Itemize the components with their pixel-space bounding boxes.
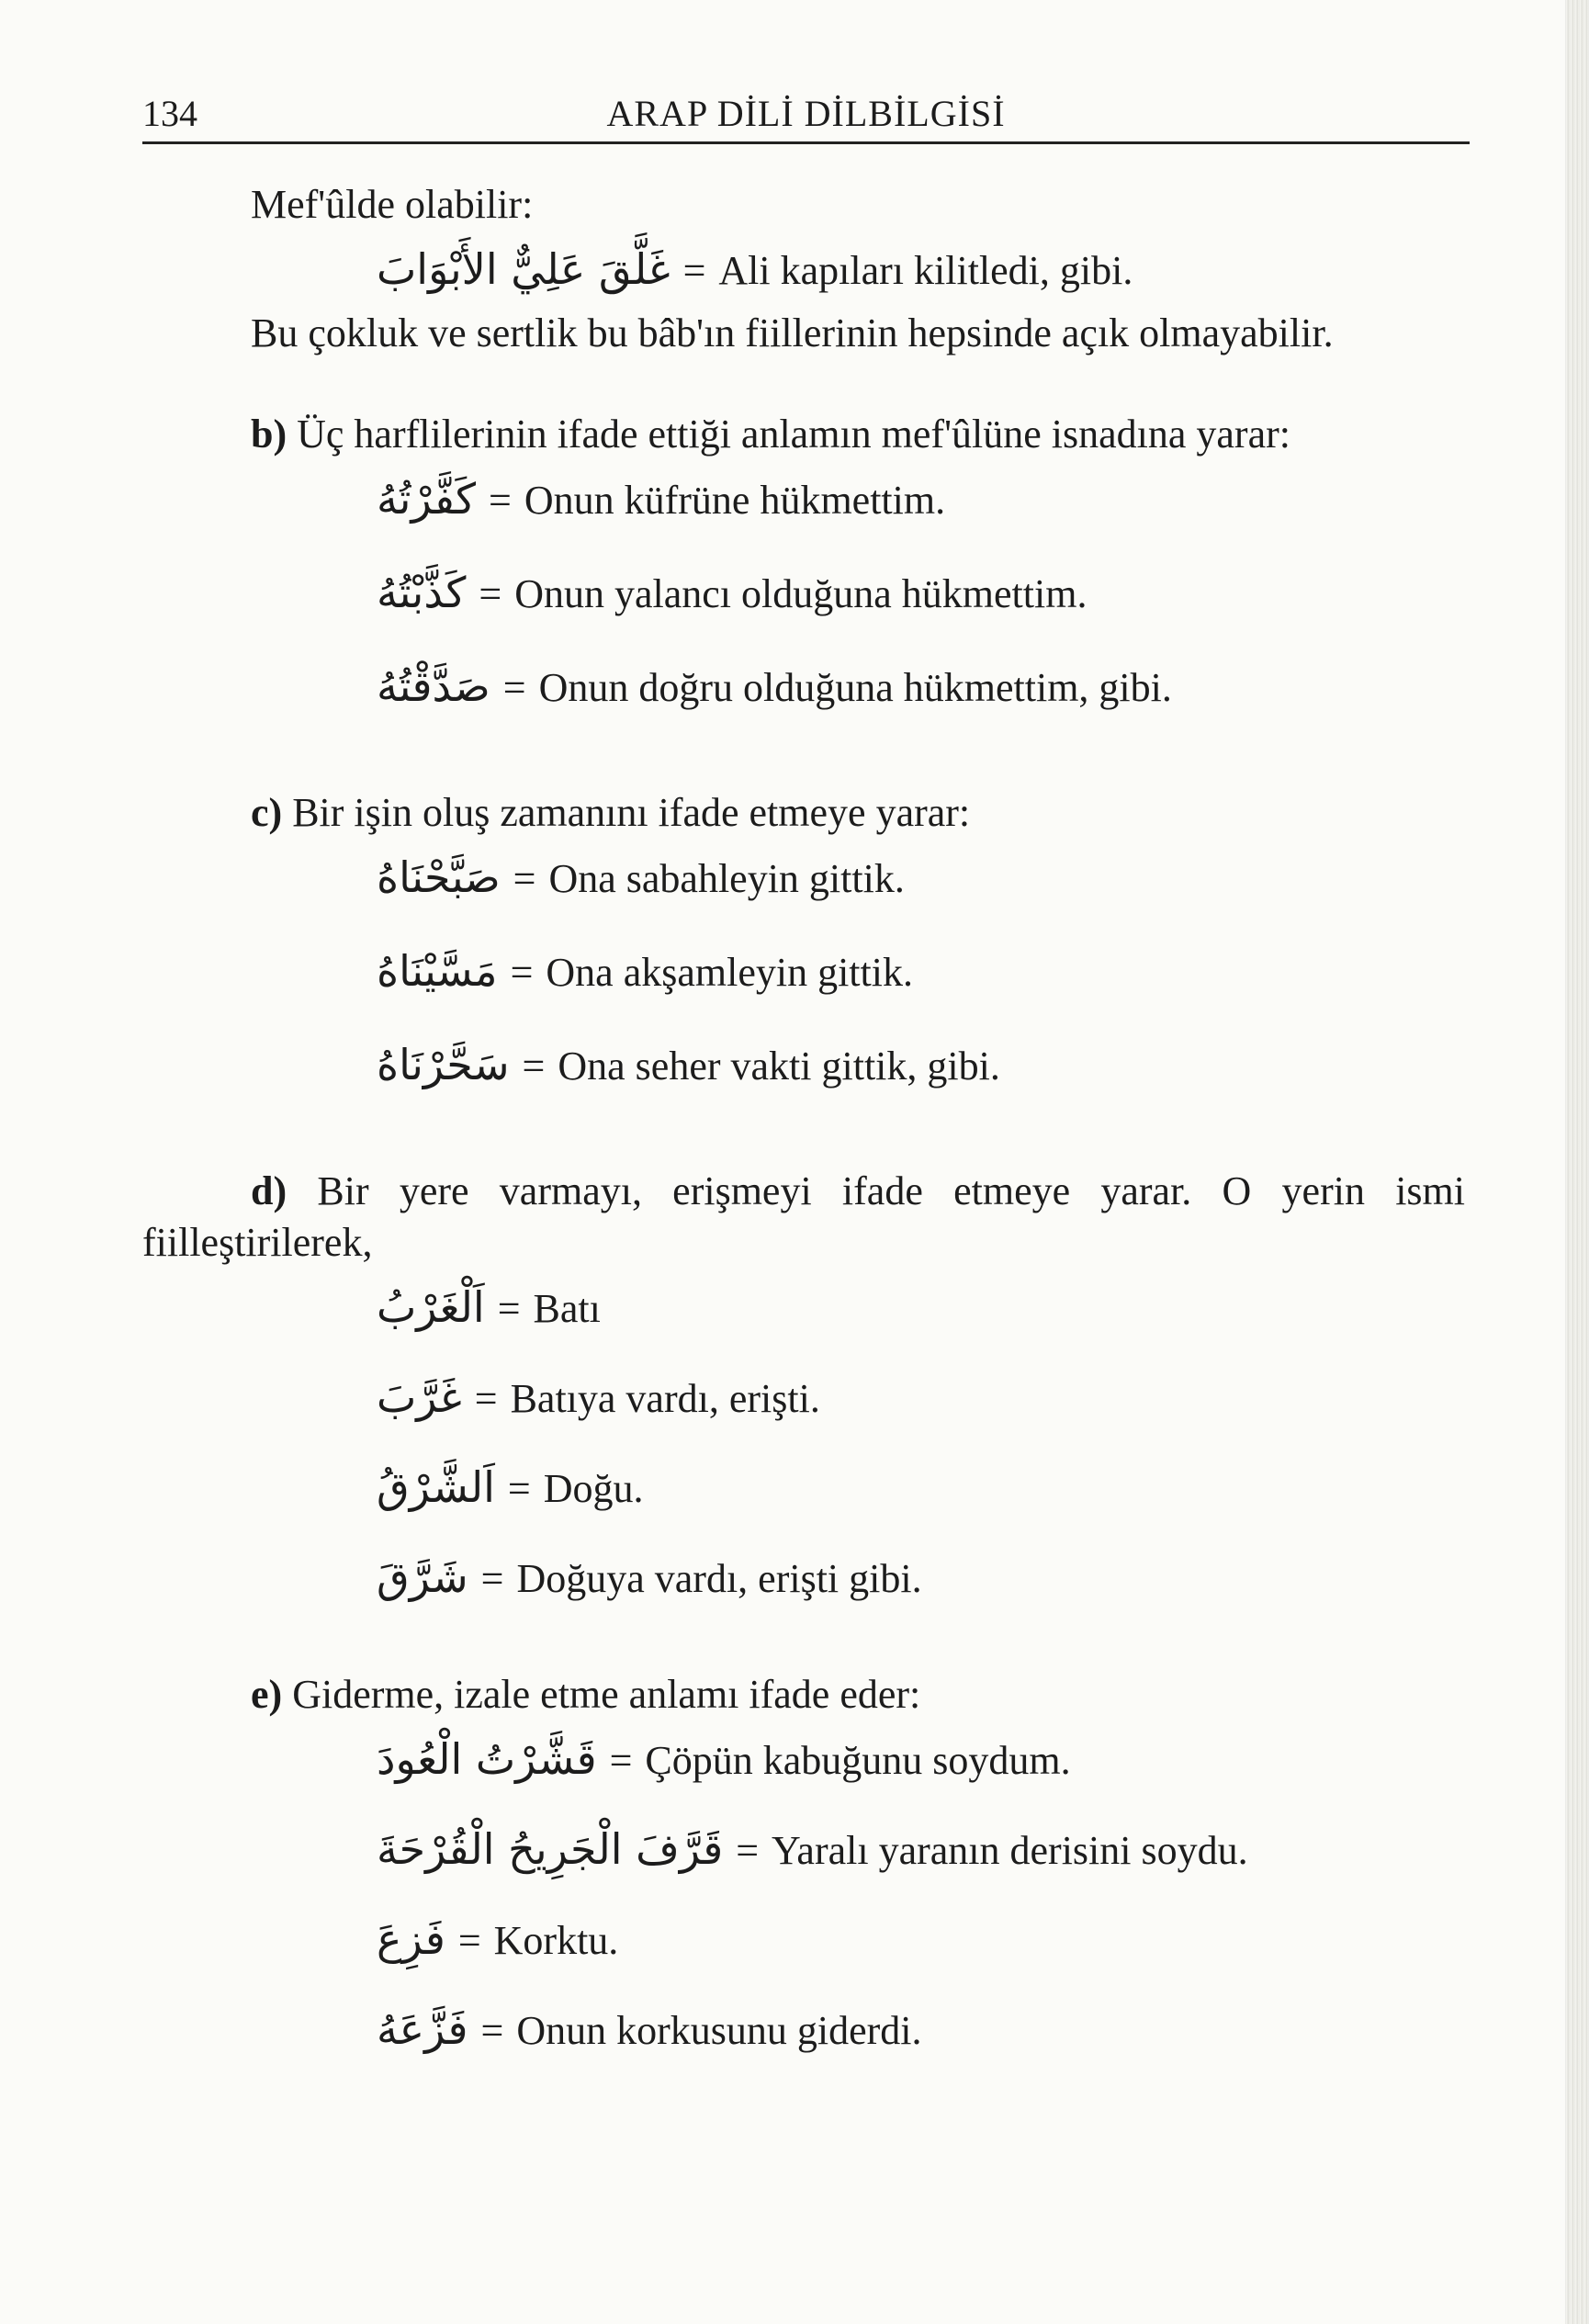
meaning: Çöpün kabuğunu soydum. [645,1738,1071,1783]
equals-sign: = [507,1466,531,1511]
equals-sign: = [480,1556,504,1601]
page-edge [1565,0,1589,2324]
meaning: Onun korkusunu giderdi. [516,2008,922,2053]
arabic-word: سَحَّرْنَاهُ [377,1040,510,1089]
meaning: Onun doğru olduğuna hükmettim, gibi. [538,665,1172,710]
arabic-word: صَبَّحْنَاهُ [377,852,501,902]
equals-sign: = [609,1738,633,1783]
arabic-word: كَفَّرْتُهُ [377,474,477,524]
example-row [142,1039,1465,1133]
equals-sign: = [479,571,502,616]
section-b [142,409,1465,754]
example-row [142,1733,1465,1823]
intro-example [142,243,1465,308]
example-row [142,660,1465,754]
arabic-word: صَدَّقْتُهُ [377,661,490,711]
equals-sign: = [457,1918,481,1963]
arabic-word: غَلَّقَ عَلِيٌّ الأَبْوَابَ [377,244,671,294]
section-text: Giderme, izale etme anlamı ifade eder: [292,1672,921,1717]
example-row [142,2003,1465,2093]
arabic-word: قَشَّرْتُ الْعُودَ [377,1734,597,1784]
meaning: Onun küfrüne hükmettim. [524,478,946,523]
example-row [142,1913,1465,2003]
section-c [142,787,1465,1133]
equals-sign: = [480,2008,504,2053]
example-row [142,1371,1465,1461]
section-d [142,1166,1465,1641]
section-text: Üç harflilerinin ifade ettiği anlamın mef'ûlüne isnadına yarar: [297,412,1290,457]
arabic-word: اَلْغَرْبُ [377,1282,485,1332]
section-letter: d) [251,1168,287,1213]
equals-sign: = [513,856,536,901]
meaning: Ona seher vakti gittik, gibi. [558,1044,1000,1089]
arabic-word: اَلشَّرْقُ [377,1462,495,1512]
arabic-word: غَرَّبَ [377,1372,462,1422]
section-title [142,1669,1465,1720]
meaning: Doğu. [543,1466,644,1511]
meaning: Batıya vardı, erişti. [510,1376,820,1421]
equals-sign: = [489,478,512,523]
example-row [142,567,1465,660]
section-letter: e) [251,1672,283,1717]
meaning: Ona akşamleyin gittik. [546,950,913,995]
intro-line: Mef'ûlde olabilir: [251,182,534,227]
arabic-word: فَزَّعَهُ [377,2004,468,2054]
section-letter: c) [251,790,283,835]
page-number: 134 [142,93,197,134]
running-title: ARAP DİLİ DİLBİLGİSİ [606,93,1006,134]
meaning: Korktu. [493,1918,619,1963]
example-row [142,852,1465,945]
meaning: Batı [533,1286,601,1331]
section-title [142,409,1465,460]
arabic-word: شَرَّقَ [377,1552,468,1602]
arabic-word: قَرَّفَ الْجَرِيحُ الْقُرْحَةَ [377,1824,724,1874]
arabic-word: فَزِعَ [377,1914,445,1964]
example-row [142,1461,1465,1551]
meaning: Onun yalancı olduğuna hükmettim. [514,571,1088,616]
equals-sign: = [502,665,526,710]
equals-sign: = [510,950,534,995]
example-row [142,1281,1465,1371]
page-body [142,179,1465,2093]
meaning: Ali kapıları kilitledi, gibi. [718,248,1133,293]
equals-sign: = [474,1376,498,1421]
arabic-word: مَسَّيْنَاهُ [377,946,498,996]
section-e [142,1669,1465,2093]
meaning: Yaralı yaranın derisini soydu. [772,1828,1248,1873]
equals-sign: = [736,1828,760,1873]
section-text: Bir işin oluş zamanını ifade etmeye yarar: [292,790,971,835]
equals-sign: = [497,1286,521,1331]
equals-sign: = [682,248,706,293]
running-header [142,85,1470,144]
section-title [142,1166,1465,1269]
section-title [142,787,1465,839]
arabic-word: كَذَّبْتُهُ [377,568,467,617]
example-row [142,1823,1465,1913]
section-text: Bir yere varmayı, erişmeyi ifade etmeye yarar. O yerin ismi fiilleştirilerek, [142,1168,1466,1265]
example-row [142,1551,1465,1641]
intro-note: Bu çokluk ve sertlik bu bâb'ın fiillerinin hepsinde açık olmayabilir. [251,310,1334,355]
section-letter: b) [251,412,287,457]
example-row [142,473,1465,567]
example-row [142,945,1465,1039]
meaning: Ona sabahleyin gittik. [548,856,905,901]
equals-sign: = [522,1044,546,1089]
meaning: Doğuya vardı, erişti gibi. [516,1556,922,1601]
